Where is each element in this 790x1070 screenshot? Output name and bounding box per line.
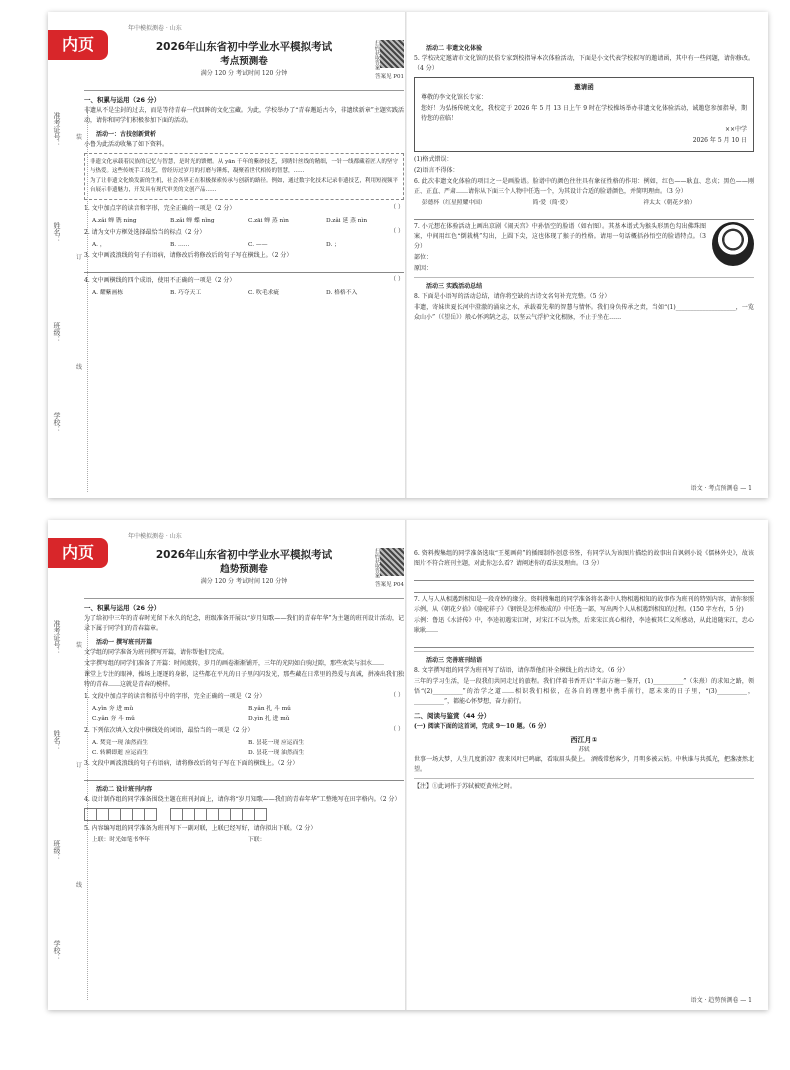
binding-mark: 装 (76, 134, 83, 141)
right-column (414, 548, 754, 793)
couplet-down: 下联： (248, 837, 266, 843)
passage-para: 为了让非遗文化焕发新的生机，社会各界正在积极探索传承与创新的路径。例如，通过数字化技术记录非遗技艺，利用短视频平台展示非遗魅力，开发具有现代审美的文创产品…… (90, 178, 399, 193)
options (92, 738, 404, 758)
school-label: 学校： (53, 412, 61, 433)
exam-id-label: 准考证号： (53, 620, 61, 655)
series-line: 年中模拟测卷 · 山东 (128, 25, 182, 32)
option: B.yǎn 扎 斗 mǔ (248, 706, 291, 712)
intro-text: 为了给初中三年的青春时光留下永久的纪念，班级准备开展以“岁月知歌——我们的青春年华”为主题的班刊设计活动，记录下属于同学们的青春篇章。 (84, 615, 404, 632)
answer-paren: （ ） (390, 204, 404, 211)
activity-intro: 文学组的同学准备为班刊撰写开篇，请你帮他们完成。 (84, 649, 229, 656)
option: A.yǐn 夯 进 mǔ (92, 706, 134, 712)
options (92, 288, 404, 298)
question-row (84, 227, 404, 239)
option: A.zǎi 蝉 镌 níng (92, 218, 137, 224)
poem-author: 苏轼 (578, 747, 590, 753)
answer-line (414, 638, 754, 648)
question-1: 1. 文段中加点字的读音和括号中的字形，完全正确的一项是（2 分） (84, 693, 266, 700)
center-fold (405, 520, 407, 1010)
exam-header (84, 40, 404, 86)
option: A. ， (92, 242, 106, 248)
question-7: 7. 小元想在体验活动上画出京剧《闹天宫》中孙悟空的脸谱（如右图）。其基本谱式为猴头形黑色勾出佛珠图案，中间用红色“倒栽桃”勾出，上圆下尖，这也体现了猴子的性格。请用一句话概括孙悟空的脸谱特点。（3 分） (414, 223, 706, 250)
answer-line (84, 771, 404, 781)
poem-body: 世事一场大梦，人生几度新凉？夜来风叶已鸣廊，看取眉头鬓上。 酒贱常愁客少，月明多被云妨。中秋谁与共孤光，把盏凄然北望。 (414, 756, 754, 773)
answer-paren: （ ） (390, 276, 404, 283)
option: B. 巧夺天工 (170, 290, 202, 296)
option: A. 耀紫画栋 (92, 290, 124, 296)
qr-caption: 扫码获取答案 (374, 40, 380, 70)
invitation-letter (414, 77, 754, 152)
answer-ref: 答案见 P04 (375, 582, 404, 588)
page-footer: 语文 · 考点预测卷 — 1 (690, 485, 752, 492)
question-6: 6. 资料搜集组的同学准备选取“王冕画荷”的插图制作创意书签，有同学认为该图片描绘的故事出自讽刺小说《儒林外史》，故该图片不符合班刊主题，对此你怎么看？请阐述你的看法及理由。（3 分） (414, 550, 754, 567)
option: A. 焚竟一现 油然而生 (92, 740, 149, 746)
subsection-heading: (一) 阅读下面的这首词，完成 9～10 题。（6 分） (414, 723, 550, 730)
options (92, 216, 404, 226)
section-heading: 一、积累与运用（26 分） (84, 604, 161, 612)
exam-title: 2026年山东省初中学业水平模拟考试 (155, 41, 333, 53)
options (422, 198, 754, 208)
couplet-up: 上联：时光如笔书华年 (92, 837, 150, 843)
option: D.zǎi 延 蒸 nìn (326, 218, 368, 224)
binding-mark: 线 (76, 882, 83, 889)
option: D. 格格不入 (326, 290, 358, 296)
question-5: 5. 内容编写组的同学准备为班刊写下一副对联，上联已经写好，请你拟出下联。（2 分） (84, 825, 317, 832)
option: 祥太太（朝花夕拾） (643, 200, 696, 206)
option: C.zāi 蝉 蒸 nìn (248, 218, 289, 224)
binding-mark: 订 (76, 254, 83, 261)
name-label: 姓名： (53, 730, 61, 751)
option: B.zǎi 蝉 蝶 nǐng (170, 218, 215, 224)
activity-intro: 小鲁为此活动收集了如下资料。 (84, 141, 169, 148)
answer-line (414, 583, 754, 593)
qr-code-icon (380, 40, 404, 68)
option: D. ； (326, 242, 340, 248)
right-column (414, 40, 754, 324)
answer-prompt: (2)语言不得体： (414, 167, 459, 174)
writing-grid[interactable] (84, 808, 404, 821)
class-label: 班级： (53, 322, 61, 343)
letter-sign: ××中学 (724, 126, 747, 133)
exam-title: 2026年山东省初中学业水平模拟考试 (155, 549, 333, 561)
series-line: 年中模拟测卷 · 山东 (128, 533, 182, 540)
question-8: 8. 文字撰写组的同学为班刊写了结语，请你帮他们补全横线上的古诗文。（6 分） (414, 667, 629, 674)
answer-paren: （ ） (390, 692, 404, 699)
question-7: 7. 人与人从相遇到相知是一段奇妙的缘分。资料搜集组的同学准备将名著中人物相遇相知的故事作为班刊的特别内容，请你参照示例，从《朝花夕拾》《骆驼祥子》《钢铁是怎样炼成的》中任选一部，写出两个人从相遇到相知的过程。(150 字左右，5 分) (414, 596, 754, 613)
activity-heading: 活动一 撰写班刊开篇 (96, 639, 153, 646)
reading-passage (84, 153, 404, 200)
qr-code (370, 40, 404, 70)
passage-para: 文字撰写组的同学们准备了开篇：时间流转，岁月的画卷渐渐铺开，三年的光阴如白驹过隙，那些欢笑与泪水…… (84, 660, 385, 667)
activity-heading: 活动二 非遗文化体验 (426, 45, 483, 52)
poem-title: 西江月① (570, 736, 598, 744)
exam-id-label: 准考证号： (53, 112, 61, 147)
left-column (84, 40, 404, 299)
poem-note: 【注】①此词作于苏轼被贬黄州之时。 (414, 783, 517, 790)
passage-para: 非遗文化承载着民族的记忆与智慧，是时光的馈赠。从 yān 千年的紫砂技艺，到绣针丝线的精细，一针一线都藏着匠人的坚守与热爱。这些传统手工技艺，曾经历过岁月的打磨与锤炼，凝聚着世代相传的智慧，…… (90, 159, 398, 174)
answer-paren: （ ） (390, 726, 404, 733)
question-6: 6. 此次非遗文化体验的项目之一是画脸谱。脸谱中的颜色往往具有象征性格的作用：例如，红色——耿直、忠贞；黑色——刚正、正直、严肃……请你从下面三个人物中任选一个，为其设计合适的脸谱颜色，并简明理由。（3 分） (414, 178, 754, 195)
question-4: 4. 设计制作组的同学准备围绕主题在班刊封面上，请你将“岁月知歌——我们的青春年华”工整地写在田字格内。（2 分） (84, 796, 401, 803)
option: D.yìn 扎 进 mǔ (248, 716, 290, 722)
activity-heading: 活动一：古技创新赏析 (96, 131, 157, 138)
exam-subtitle: 趋势预测卷 (220, 564, 268, 575)
option: C.yǎn 夯 斗 mǔ (92, 716, 135, 722)
question-2: 2. 下列依次填入文段中横线处的词语，最恰当的一项是（2 分） (84, 727, 254, 734)
question-8-text: 三年的学习生活，是一段我们共同走过的旅程。我们伴着书香开启“半亩方塘一鉴开，(1)__________”（朱熹）的求知之路，领悟“(2)__________”的治学之道……相识我们相依，在各自的理想中携手前行，愿未来的日子里，“(3)__________，__________”，都能心怀梦想，奋力前行。 (414, 678, 754, 705)
option: B. 昙花一现 应运而生 (248, 740, 305, 746)
exam-header (84, 548, 404, 594)
page-tag: 内页 (48, 538, 108, 568)
opera-mask-icon (712, 222, 754, 266)
activity-heading: 活动三 实践活动总结 (426, 283, 483, 290)
passage-para: 课堂上专注的眼神，操场上逐逐的身影，这些都在平凡的日子里闪闪发光，那些藏在日常里的热爱与真诚，拼凑出我们独特的青春……这就是青春的模样。 (84, 671, 404, 688)
answer-ref: 答案见 P01 (375, 74, 404, 80)
question-1: 1. 文中加点字的读音和字形，完全正确的一项是（2 分） (84, 205, 236, 212)
page-tag: 内页 (48, 30, 108, 60)
qr-code-icon (380, 548, 404, 576)
answer-line (414, 571, 754, 581)
answer-prompt: 部位： (414, 254, 433, 261)
exam-sheet-1 (48, 12, 768, 498)
option: C. 转瞬即逝 应运而生 (92, 750, 149, 756)
intro-text: 非遗从不是尘封的过去，而是等待青春一代回眸的文化宝藏。为此，学校举办了“青春邂逅古今，非遗续新章”主题实践活动，请你和同学们积极参加下面的活动。 (84, 107, 404, 124)
answer-prompt: 原因： (414, 265, 433, 272)
name-label: 姓名： (53, 222, 61, 243)
question-3: 3. 文段中画波浪线的句子有语病，请将修改后的句子写在下面的横线上。（2 分） (84, 760, 299, 767)
binding-margin (48, 112, 88, 492)
question-8: 8. 下面是小语写的活动总结，请你将空缺的古诗文名句补充完整。（5 分） (414, 293, 611, 300)
question-5: 5. 学校决定邀请市文化馆的民俗专家到校指导本次体验活动，下面是小文代表学校拟写的邀请函，其中有一些问题，请你修改。（4 分） (414, 55, 754, 72)
letter-date: 2026 年 5 月 10 日 (692, 137, 747, 144)
question-2: 2. 请为文中方框处选择最恰当的标点（2 分） (84, 229, 206, 236)
option: C. —— (248, 242, 268, 248)
option: 彭德怀（红星照耀中国） (422, 200, 486, 206)
left-column (84, 548, 404, 846)
question-row (84, 203, 404, 215)
option: C. 吹毛求疵 (248, 290, 280, 296)
options (92, 240, 404, 250)
option: 简·爱（简·爱） (532, 200, 572, 206)
qr-code (370, 548, 404, 578)
option: B. …… (170, 242, 190, 248)
question-8-text: 非遗，寄妹世夏长河中澄澈的涌泉之水，承载着先辈的智慧与情怀。我们身负传承之责，当如“(1)____________________，一览众山小”（《望岳》）般心怀鸿鹄之志，以坚云气浮护文化根脉，不止于坐在…… (414, 304, 754, 321)
qr-caption: 扫码获取答案 (374, 548, 380, 578)
exam-sheet-2 (48, 520, 768, 1010)
question-4: 4. 文中画横线的四个成语，使用不正确的一项是（2 分） (84, 277, 236, 284)
options (92, 704, 404, 724)
exam-subtitle: 考点预测卷 (220, 56, 268, 67)
couplet (92, 835, 404, 845)
binding-mark: 订 (76, 762, 83, 769)
exam-meta: 满分 120 分 考试时间 120 分钟 (200, 70, 288, 77)
page-footer: 语文 · 趋势预测卷 — 1 (690, 997, 752, 1004)
answer-line (84, 263, 404, 273)
answer-paren: （ ） (390, 228, 404, 235)
question-row (84, 725, 404, 737)
school-label: 学校： (53, 940, 61, 961)
question-row (84, 275, 404, 287)
letter-body: 您好！为弘扬传统文化，我校定于 2026 年 5 月 13 日上午 9 时在学校操场举办非遗文化体验活动，诚邀您参加指导，期待您的莅临！ (421, 105, 747, 122)
letter-title: 邀请函 (574, 83, 594, 91)
class-label: 班级： (53, 840, 61, 861)
letter-greeting: 尊敬的李文化馆长专家： (421, 94, 488, 101)
binding-mark: 装 (76, 642, 83, 649)
question-7-block (414, 222, 754, 252)
exam-meta: 满分 120 分 考试时间 120 分钟 (200, 578, 288, 585)
activity-heading: 活动二 设计班刊内容 (96, 786, 153, 793)
option: D. 昙花一现 油然而生 (248, 750, 305, 756)
answer-prompt: (1)格式错误： (414, 156, 453, 163)
example-text: 示例：鲁迅《水浒传》中，李逵初遇宋江时，对宋江不以为然，后来宋江真心相待，李逵被其仁义所感动，从此追随宋江，忠心耿耿…… (414, 617, 754, 634)
section-heading: 二、阅读与鉴赏（44 分） (414, 712, 491, 720)
section-heading: 一、积累与运用（26 分） (84, 96, 161, 104)
binding-mark: 线 (76, 364, 83, 371)
activity-heading: 活动三 完善班刊结语 (426, 657, 483, 664)
question-row (84, 691, 404, 703)
question-3: 3. 文中画波浪线的句子有语病，请修改后将修改后的句子写在横线上。（2 分） (84, 252, 293, 259)
center-fold (405, 12, 407, 498)
binding-margin (48, 620, 88, 1000)
answer-line (414, 210, 754, 220)
